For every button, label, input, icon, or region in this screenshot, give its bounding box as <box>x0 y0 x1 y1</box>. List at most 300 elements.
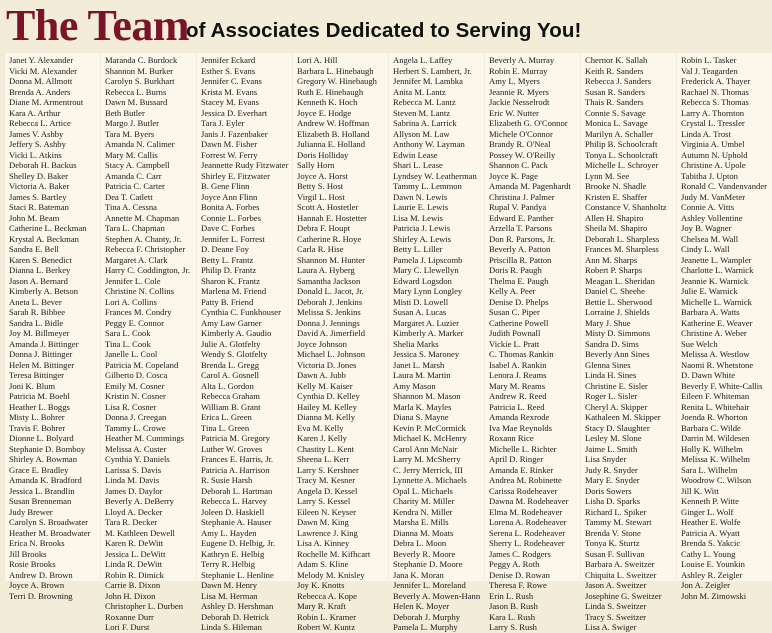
team-member-name: Carla R. Hise <box>297 244 344 254</box>
team-member-name: Lori A. Collins <box>105 296 157 307</box>
team-member-name: Beverly A. Murray <box>489 55 555 65</box>
team-member-name: Rebecca Graham <box>201 391 260 401</box>
team-member-name: Annette M. Chapman <box>105 212 180 223</box>
team-member-name: Catherine R. Hoye <box>297 233 362 244</box>
team-member-name: Jon A. Zeigler <box>681 580 730 590</box>
team-member-name: Stacy D. Slaughter <box>585 422 650 433</box>
team-member-name: Barbara A. Watts <box>681 307 740 317</box>
team-member-name: Louise E. Younkin <box>681 559 745 569</box>
team-member-name: Andrew D. Brown <box>9 569 73 580</box>
team-member-name: Shannon M. Hunter <box>297 254 366 265</box>
team-member-name: Joni K. Blum <box>9 380 56 391</box>
team-member-name: Janet Y. Alexander <box>9 55 74 65</box>
team-member-name: Janis J. Fazenbaker <box>201 128 268 139</box>
team-member-name: Helen M. Bittinger <box>9 359 75 370</box>
team-member-name: Connie A. Vitts <box>681 202 735 212</box>
team-member-name: Cynthia D. Kelley <box>297 391 360 401</box>
team-member-name: Cathy L. Young <box>681 548 736 559</box>
team-member-name: Sandra L. Bidle <box>9 317 64 328</box>
team-member-name: Tonya L. Schoolcraft <box>585 149 658 160</box>
team-member-name: Tara M. Byers <box>105 128 155 139</box>
team-member-name: Roger L. Sisler <box>585 391 638 401</box>
team-member-name: Maranda C. Burdock <box>105 55 178 65</box>
team-member-name: Stacey M. Evans <box>201 97 259 107</box>
team-member-name: Larry A. Thornton <box>681 107 745 118</box>
team-member-name: Patricia M. Gregory <box>201 433 270 443</box>
team-member-name: Stephanie D. Bomboy <box>9 443 86 454</box>
team-member-name: Rosie Brooks <box>9 559 56 569</box>
team-member-name: Philip B. Schoolcraft <box>585 139 658 149</box>
team-member-name: Mary Lynn Longley <box>393 286 463 296</box>
team-member-name: Linda H. Sines <box>585 370 637 380</box>
team-member-name: Tina A. Cessna <box>105 202 157 212</box>
team-member-name: Dianna M. Kelly <box>297 412 355 422</box>
team-member-name: Patricia C. Carter <box>105 181 165 191</box>
team-member-name: Eileen N. Keyser <box>297 506 356 517</box>
team-member-name: Rebecca F. Christopher <box>105 244 186 254</box>
team-member-name: Betty L. Frantz <box>201 254 254 265</box>
team-member-name: Susan Brenneman <box>9 496 72 506</box>
team-member-name: Jeanette L. Wampler <box>681 254 752 265</box>
team-member-name: Amy L. Hayden <box>201 527 257 538</box>
team-member-name: Frances M. Sharpless <box>585 244 659 254</box>
team-member-name: Jennifer Eckard <box>201 55 256 65</box>
team-member-name: Beverly A. DeBerry <box>105 496 174 506</box>
team-member-name: Dionne L. Bolyard <box>9 433 74 443</box>
team-member-name: Betty S. Host <box>297 181 344 191</box>
team-member-name: Shirley A. Bowman <box>9 454 78 464</box>
team-member-name: Jackie Nesselrodt <box>489 97 550 107</box>
team-member-name: Rebecca L. Artice <box>9 118 71 128</box>
name-columns <box>5 53 769 632</box>
team-member-name: Marilyn A. Schaller <box>585 128 654 139</box>
team-member-name: Joyce A. Brown <box>9 580 65 590</box>
team-member-name: Krista M. Evans <box>201 86 258 97</box>
team-member-name: Joenda R. Whorton <box>681 412 748 422</box>
team-member-name: Lenora J. Reams <box>489 370 547 380</box>
team-member-name: Kendra N. Miller <box>393 506 453 517</box>
team-member-name: Cheryl A. Skipper <box>585 401 648 412</box>
page-title: The Team <box>6 1 190 50</box>
team-member-name: Naomi R. Whetstone <box>681 359 754 370</box>
team-member-name: Susan R. Sanders <box>585 86 645 97</box>
team-member-name: Serena L. Rodeheaver <box>489 527 566 538</box>
team-member-name: Grace E. Bradley <box>9 464 69 475</box>
team-member-name: Tara L. Chapman <box>105 223 165 233</box>
team-member-name: Dave C. Forbes <box>201 223 255 233</box>
team-member-name: James V. Ashby <box>9 128 64 139</box>
team-member-name: Sandra E. Bell <box>9 244 59 254</box>
team-member-name: Shari L. Lease <box>393 160 443 170</box>
team-member-name: Andrea M. Robinette <box>489 475 562 485</box>
team-member-name: C. Thomas Rankin <box>489 349 554 359</box>
team-member-name: Elizabeth G. O'Connor <box>489 118 568 128</box>
team-member-name: Joleen D. Haskiell <box>201 506 265 517</box>
team-member-name: James C. Rodgers <box>489 548 551 559</box>
team-member-name: Connie L. Forbes <box>201 212 261 223</box>
team-member-name: Donna J. Jennings <box>297 317 360 328</box>
team-member-name: Joy B. Wagner <box>681 223 732 233</box>
team-member-name: Judy Brewer <box>9 506 53 517</box>
team-member-name: Mary M. Callis <box>105 149 158 160</box>
team-member-name: Christine A. Upole <box>681 160 746 170</box>
team-member-name: Jeffery S. Ashby <box>9 139 66 149</box>
team-member-name: Judith Pownall <box>489 328 541 338</box>
team-member-name: Wendy S. Glotfelty <box>201 349 268 359</box>
team-member-name: Alta L. Gordon <box>201 380 254 391</box>
team-member-name: Ruth E. Hinebaugh <box>297 86 364 97</box>
team-member-name: Shannon M. Burker <box>105 65 174 76</box>
team-member-name: Jason A. Bernard <box>9 275 68 286</box>
team-member-name: Vicki M. Alexander <box>9 65 77 76</box>
team-member-name: Sandra D. Sims <box>585 338 639 349</box>
team-member-name: Amanda Rexrode <box>489 412 550 422</box>
team-member-name: Melissa A. Custer <box>105 443 167 454</box>
team-member-name: Terri D. Browning <box>9 590 73 601</box>
team-member-name: Susan C. Piper <box>489 307 540 317</box>
team-member-name: Janelle L. Cool <box>105 349 158 359</box>
team-member-name: Possey W. O'Reilly <box>489 149 556 160</box>
team-member-name: Tammy M. Stewart <box>585 517 652 527</box>
team-member-name: Harry C. Coddington, Jr. <box>105 265 190 275</box>
team-member-name: Iva Mae Reynolds <box>489 422 553 433</box>
team-member-name: Misty D. Simmons <box>585 328 651 338</box>
team-member-name: Jessica D. Everhart <box>201 107 268 118</box>
team-member-name: Erica L. Green <box>201 412 252 422</box>
team-member-name: Vicki L. Atkins <box>9 149 62 160</box>
team-member-name: Joyce Ann Flinn <box>201 191 258 202</box>
team-member-name: Heather M. Cummings <box>105 433 185 443</box>
team-member-name: Melissa A. Westlow <box>681 349 750 359</box>
team-member-name: Ashley D. Hershman <box>201 601 274 611</box>
team-member-name: William B. Grant <box>201 401 261 412</box>
team-member-name: Margaret A. Clark <box>105 254 168 265</box>
team-member-name: Catherine L. Beckman <box>9 223 87 233</box>
team-member-name: Deborah L. Sharpless <box>585 233 660 244</box>
team-member-name: Philip D. Frantz <box>201 265 257 275</box>
team-member-name: Linda A. Trost <box>681 128 731 139</box>
team-member-name: Judy M. VanMeter <box>681 191 746 202</box>
team-member-name: Betty L. Liller <box>393 244 443 254</box>
team-member-name: Tammy L. Crowe <box>105 422 166 433</box>
team-member-name: April D. Ringer <box>489 454 544 464</box>
team-member-name: Kelly M. Kaiser <box>297 380 353 391</box>
team-member-name: Deborah H. Backus <box>9 160 77 170</box>
team-member-name: Carolyn S. Broadwater <box>9 517 88 527</box>
team-member-name: Charity M. Miller <box>393 496 455 506</box>
team-member-name: Beverly F. White-Callis <box>681 380 763 391</box>
team-member-name: R. Susie Harsh <box>201 475 253 485</box>
team-member-name: Kimberly A. Marker <box>393 328 464 338</box>
team-member-name: Larry S. Kershner <box>297 464 359 475</box>
team-member-name: Amy Mason <box>393 380 436 391</box>
team-member-name: M. Kathleen Dewell <box>105 527 175 538</box>
name-column-1 <box>5 53 100 601</box>
team-member-name: Kristin N. Cosner <box>105 391 166 401</box>
team-member-name: Rebecca L. Burns <box>105 86 167 97</box>
team-member-name: Patricia L. Reed <box>489 401 545 412</box>
team-member-name: Tracy M. Kesner <box>297 475 356 485</box>
team-member-name: Luther W. Groves <box>201 443 263 454</box>
team-member-name: Karen R. DeWitt <box>105 538 164 548</box>
team-member-name: Lisa A. Swiger <box>585 622 637 632</box>
team-member-name: Allen H. Shapiro <box>585 212 644 223</box>
team-member-name: Cindy L. Wall <box>681 244 730 254</box>
team-member-name: Brooke N. Shadle <box>585 181 647 191</box>
team-member-name: Shirley A. Lewis <box>393 233 452 244</box>
team-member-name: Sue Welch <box>681 338 718 349</box>
team-member-name: Lorraine J. Shields <box>585 307 650 317</box>
team-member-name: Crystal L. Tressler <box>681 118 745 128</box>
team-member-name: Patricia M. Copeland <box>105 359 179 370</box>
team-member-name: Dianna L. Berkey <box>9 265 71 275</box>
team-member-name: Joy M. Billmeyer <box>9 328 70 338</box>
team-member-name: Renita L. Whitehair <box>681 401 750 412</box>
team-member-name: Sara L. Cook <box>105 328 151 338</box>
team-member-name: Edwin Lease <box>393 149 438 160</box>
team-member-name: Thais R. Sanders <box>585 97 644 107</box>
team-member-name: Chelsea M. Wall <box>681 233 739 244</box>
team-member-name: Michelle L. Warnick <box>681 296 752 307</box>
team-member-name: Debra L. Moon <box>393 538 447 548</box>
team-member-name: Ashley R. Zeigler <box>681 569 743 580</box>
team-member-name: Aneta L. Bever <box>9 296 62 307</box>
team-member-name: Darrin M. Wildesen <box>681 433 750 443</box>
team-member-name: Eric W. Nutter <box>489 107 539 118</box>
team-member-name: John M. Zimowski <box>681 590 747 601</box>
team-member-name: Amanda C. Carr <box>105 170 162 181</box>
team-member-name: Dawn N. Lewis <box>393 191 448 202</box>
team-member-name: Stephen A. Chanty, Jr. <box>105 233 182 244</box>
team-member-name: Eugene D. Helbig, Jr. <box>201 538 275 548</box>
team-member-name: Isabel A. Rankin <box>489 359 547 370</box>
team-member-name: Robin R. Dimick <box>105 569 164 580</box>
team-member-name: Joy K. Knotts <box>297 580 345 590</box>
team-member-name: Lisa M. Herman <box>201 590 258 601</box>
team-member-name: Jessica L. Brandlin <box>9 485 75 496</box>
team-member-name: Michael K. McHenry <box>393 433 467 443</box>
team-member-name: Jessica L. DeWitt <box>105 548 166 559</box>
team-member-name: Angela L. Laffey <box>393 55 453 65</box>
team-member-name: Opal L. Michaels <box>393 485 453 496</box>
team-member-name: Kevin P. McCormick <box>393 422 466 433</box>
team-member-name: John M. Beam <box>9 212 60 223</box>
team-member-name: Linda S. Sweitzer <box>585 601 647 611</box>
team-member-name: Jason B. Rush <box>489 601 538 611</box>
team-member-name: D. Dawn White <box>681 370 736 380</box>
team-member-name: Brenda V. Stone <box>585 527 641 538</box>
team-member-name: Karen S. Benedict <box>9 254 72 265</box>
team-member-name: Frances E. Harris, Jr. <box>201 454 274 464</box>
team-member-name: Virgil L. Host <box>297 191 345 202</box>
team-member-name: Roxann Rice <box>489 433 534 443</box>
team-member-name: Sara L. Wilhelm <box>681 464 738 475</box>
team-member-name: Shelia Marks <box>393 338 439 349</box>
team-member-name: Donna J. Creegan <box>105 412 167 422</box>
team-member-name: Marla K. Mayles <box>393 401 452 412</box>
team-member-name: Robert W. Kuntz <box>297 622 356 632</box>
team-member-name: Mary E. Snyder <box>585 475 640 485</box>
team-member-name: Theresa F. Rowe <box>489 580 547 590</box>
team-member-name: Shirley E. Fitzwater <box>201 170 270 181</box>
team-member-name: Keith R. Sanders <box>585 65 644 76</box>
team-member-name: Arzella T. Parsons <box>489 223 552 233</box>
team-member-name: Robin L. Kramer <box>297 611 356 622</box>
team-member-name: Barbara L. Hinebaugh <box>297 65 374 76</box>
team-member-name: Michele O'Connor <box>489 128 553 139</box>
team-member-name: Tara R. Decker <box>105 517 158 527</box>
team-member-name: Donna M. Allmott <box>9 76 73 86</box>
team-member-name: Carol A. Gosnell <box>201 370 260 380</box>
team-member-name: Autumn N. Uphold <box>681 149 748 160</box>
team-member-name: Rebecca L. Harvey <box>201 496 268 506</box>
team-member-name: Michelle L. Richter <box>489 443 557 454</box>
team-member-name: Carolyn S. Burkhart <box>105 76 175 86</box>
team-member-name: Joyce K. Page <box>489 170 538 181</box>
team-member-name: Robin L. Tasker <box>681 55 737 65</box>
team-member-name: Esther S. Evans <box>201 65 256 76</box>
team-member-name: Amanda K. Bradford <box>9 475 82 485</box>
team-member-name: Peggy A. Roth <box>489 559 540 569</box>
team-member-name: Connie S. Savage <box>585 107 646 118</box>
team-member-name: Patty B. Friend <box>201 296 254 307</box>
name-column-8 <box>677 53 772 601</box>
team-member-name: Sheila M. Shapiro <box>585 223 648 233</box>
team-member-name: Patricia A. Wyatt <box>681 527 740 538</box>
team-member-name: Don R. Parsons, Jr. <box>489 233 555 244</box>
team-member-name: Kenneth K. Hoch <box>297 97 358 107</box>
team-member-name: Stephanie D. Moore <box>393 559 463 569</box>
team-member-name: Debra F. Houpt <box>297 223 351 233</box>
team-member-name: Andrew W. Hoffman <box>297 118 370 128</box>
team-member-name: Carissa Rodeheaver <box>489 485 558 496</box>
team-member-name: Elizabeth B. Holland <box>297 128 370 139</box>
team-member-name: Jana K. Moran <box>393 569 444 580</box>
team-member-name: Denise D. Rowan <box>489 569 550 580</box>
team-member-name: Amy L. Myers <box>489 76 540 86</box>
team-member-name: Marsha E. Mills <box>393 517 449 527</box>
team-member-name: Frances M. Condry <box>105 307 172 317</box>
team-member-name: Tina L. Green <box>201 422 250 433</box>
team-member-name: Rochelle M. Kifhcart <box>297 548 371 559</box>
team-member-name: Dea T. Catlett <box>105 191 153 202</box>
team-member-name: Margo J. Butler <box>105 118 160 128</box>
team-member-name: Mary C. Llewellyn <box>393 265 459 275</box>
team-member-name: Rebecca A. Kope <box>297 590 357 601</box>
team-member-name: Stephanie L. Henline <box>201 569 274 580</box>
team-member-name: Larry M. McSherry <box>393 454 461 464</box>
team-member-name: Andrew R. Reed <box>489 391 547 401</box>
team-member-name: Helen K. Moyer <box>393 601 450 611</box>
team-member-name: Mary R. Kraft <box>297 601 346 611</box>
name-column-2 <box>101 53 196 632</box>
team-member-name: Lori F. Durst <box>105 622 150 632</box>
team-member-name: Roxanne Durr <box>105 611 154 622</box>
team-member-name: Shannon M. Mason <box>393 391 461 401</box>
team-member-name: John H. Dixon <box>105 590 156 601</box>
team-member-name: Tonya K. Sturtz <box>585 538 640 548</box>
team-member-name: Lawrence J. King <box>297 527 358 538</box>
name-column-6 <box>485 53 580 632</box>
team-member-name: Lynn M. See <box>585 170 630 181</box>
team-member-name: Margaret A. Luzier <box>393 317 459 328</box>
page-subtitle: of Associates Dedicated to Serving You! <box>186 19 582 42</box>
team-member-name: Tabitha J. Upton <box>681 170 738 181</box>
header <box>0 0 769 52</box>
team-member-name: Carrie B. Dixon <box>105 580 161 590</box>
team-member-name: Shannon C. Pack <box>489 160 548 170</box>
team-member-name: B. Gene Flinn <box>201 181 250 191</box>
team-member-name: Christina J. Palmer <box>489 191 555 202</box>
team-member-name: Heather E. Wolfe <box>681 517 741 527</box>
team-member-name: Judy R. Snyder <box>585 464 638 475</box>
team-member-name: Kristen E. Shaffer <box>585 191 648 202</box>
team-member-name: Jeannie R. Myers <box>489 86 549 97</box>
team-member-name: Laura A. Hyberg <box>297 265 355 275</box>
team-member-name: Susan F. Sullivan <box>585 548 645 559</box>
team-member-name: Doris Sowers <box>585 485 632 496</box>
team-member-name: Amanda M. Pagenhardt <box>489 181 571 191</box>
team-member-name: Katherine E. Weaver <box>681 317 753 328</box>
team-member-name: Heather M. Broadwater <box>9 527 91 538</box>
team-member-name: Jill Brooks <box>9 548 47 559</box>
team-member-name: Beth Butler <box>105 107 145 118</box>
team-member-name: Lisa R. Cosner <box>105 401 157 412</box>
team-member-name: Brenda S. Yakcic <box>681 538 741 548</box>
team-member-name: Victoria D. Jones <box>297 359 357 370</box>
team-member-name: Hailey M. Kelley <box>297 401 357 412</box>
team-member-name: Dawn M. Bussard <box>105 97 168 107</box>
team-member-name: Joyce A. Horst <box>297 170 348 181</box>
team-member-name: Julie A. Glotfelty <box>201 338 261 349</box>
team-member-name: Eva M. Kelly <box>297 422 344 433</box>
team-member-name: Ashley Vollentine <box>681 212 743 223</box>
team-member-name: Misti D. Lowell <box>393 296 449 307</box>
team-member-name: Linda S. Hileman <box>201 622 262 632</box>
team-member-name: Deborah J. Jenkins <box>297 296 363 307</box>
team-member-name: Larissa S. Davis <box>105 464 162 475</box>
team-member-name: Dawn M. Fisher <box>201 139 258 149</box>
team-member-name: Ronald C. Vandenvander <box>681 181 767 191</box>
team-member-name: Jennifer M. Lambka <box>393 76 463 86</box>
team-member-name: Robin E. Murray <box>489 65 548 76</box>
team-member-name: Diane M. Armentrout <box>9 97 84 107</box>
team-member-name: Rebecca J. Sanders <box>585 76 652 86</box>
team-member-name: Lori A. Hill <box>297 55 338 65</box>
team-member-name: Karen J. Kelly <box>297 433 347 443</box>
team-member-name: Steven M. Lantz <box>393 107 451 118</box>
team-member-name: Michelle L. Schroyer <box>585 160 659 170</box>
name-column-5 <box>389 53 484 632</box>
team-member-name: Jessica S. Maroney <box>393 349 460 359</box>
team-member-name: Julie E. Warnick <box>681 286 738 296</box>
team-member-name: Sharon K. Frantz <box>201 275 260 286</box>
team-member-name: Kathaleen M. Skipper <box>585 412 661 422</box>
team-member-name: Sherry L. Rodeheaver <box>489 538 565 548</box>
team-member-name: Anita M. Lantz <box>393 86 446 97</box>
team-member-name: David A. Jimerfield <box>297 328 366 338</box>
team-member-name: Lisa A. Kinney <box>297 538 350 548</box>
team-member-name: Tammy L. Lemmon <box>393 181 462 191</box>
team-member-name: Jaime L. Smith <box>585 443 638 454</box>
team-member-name: Emily M. Cosner <box>105 380 165 391</box>
team-member-name: Hannah E. Hostetter <box>297 212 367 223</box>
team-member-name: Daniel C. Sheehe <box>585 286 645 296</box>
team-member-name: Terry R. Helbig <box>201 559 256 569</box>
team-member-name: Meagan L. Sheridan <box>585 275 655 286</box>
team-member-name: Barbara C. Wilde <box>681 422 741 433</box>
team-member-name: Monica L. Savage <box>585 118 648 128</box>
